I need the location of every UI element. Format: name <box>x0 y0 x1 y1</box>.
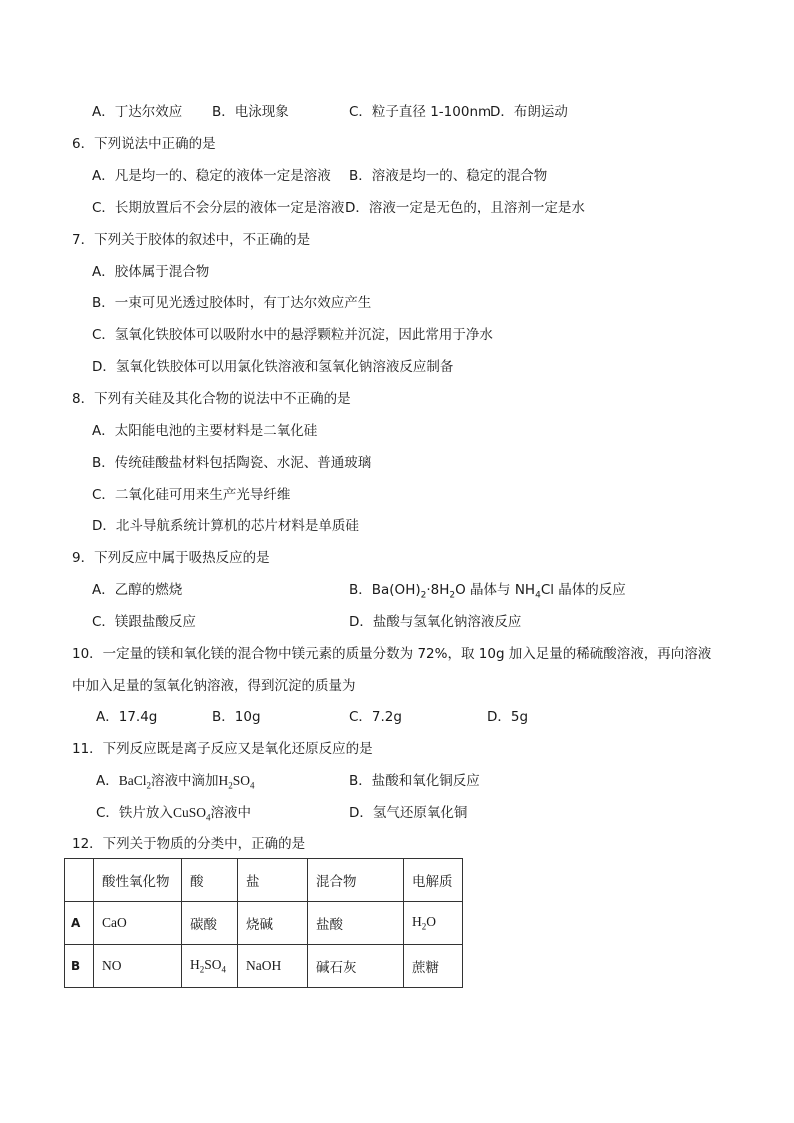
q6-option-c: C．长期放置后不会分层的液体一定是溶液 <box>92 200 345 216</box>
q9-stem: 9．下列反应中属于吸热反应的是 <box>72 550 270 566</box>
row-label-b: B <box>65 945 94 988</box>
q11-a-mid: 溶液中滴加 <box>151 773 219 789</box>
header-cell-salt: 盐 <box>238 859 308 902</box>
header-cell-acid: 酸 <box>182 859 238 902</box>
q9-option-c: C．镁跟盐酸反应 <box>92 614 196 630</box>
q10-stem-line1: 10．一定量的镁和氧化镁的混合物中镁元素的质量分数为 72%，取 10g 加入足量的稀硫酸溶液，再向溶液 <box>72 646 712 662</box>
q6-stem: 6．下列说法中正确的是 <box>72 136 216 152</box>
q9-b-suffix: Cl 晶体的反应 <box>540 582 626 598</box>
table-cell: 碱石灰 <box>308 945 404 988</box>
table-cell: 蔗糖 <box>404 945 463 988</box>
header-cell-electrolyte: 电解质 <box>404 859 463 902</box>
q10-stem-line2: 中加入足量的氢氧化钠溶液，得到沉淀的质量为 <box>72 678 356 694</box>
header-cell-acidic-oxide: 酸性氧化物 <box>94 859 182 902</box>
formula-sub: 2 <box>421 921 427 932</box>
q10-option-a: A．17.4g <box>96 709 158 725</box>
table-cell: 碳酸 <box>182 902 238 945</box>
q11-stem: 11．下列反应既是离子反应又是氧化还原反应的是 <box>72 741 373 757</box>
table-cell-formula <box>182 945 238 988</box>
q9-b-mid: ·8H <box>426 582 450 598</box>
q11-option-a <box>96 772 255 795</box>
table-cell: 盐酸 <box>308 902 404 945</box>
q11-a-formula1-sub: 2 <box>146 780 152 791</box>
q9-option-d: D．盐酸与氢氧化钠溶液反应 <box>349 614 522 630</box>
table-cell: NO <box>94 945 182 988</box>
q11-c-suffix: 溶液中 <box>210 805 251 821</box>
q11-c-prefix: C．铁片放入 <box>96 805 173 821</box>
q9-b-mid2: O 晶体与 NH <box>455 582 536 598</box>
q5-option-c: C．粒子直径 1-100nm <box>349 104 492 120</box>
formula-sub: 2 <box>199 964 205 975</box>
q11-c-formula-sub: 4 <box>205 812 211 823</box>
q7-option-b: B．一束可见光透过胶体时，有丁达尔效应产生 <box>92 295 372 311</box>
q6-option-a: A．凡是均一的、稳定的液体一定是溶液 <box>92 168 331 184</box>
q9-b-sub3: 4 <box>535 590 541 601</box>
q12-stem: 12．下列关于物质的分类中，正确的是 <box>72 836 306 852</box>
table-row <box>65 945 463 988</box>
q10-option-d: D．5g <box>487 709 529 725</box>
q10-option-b: B．10g <box>212 709 261 725</box>
q11-a-formula1: BaCl <box>118 773 147 788</box>
q11-a-prefix: A． <box>96 773 119 789</box>
q7-option-d: D．氢氧化铁胶体可以用氯化铁溶液和氢氧化钠溶液反应制备 <box>92 359 454 375</box>
q7-option-a: A．胶体属于混合物 <box>92 264 210 280</box>
row-label-a: A <box>65 902 94 945</box>
formula-end: O <box>426 914 436 930</box>
q9-option-a: A．乙醇的燃烧 <box>92 582 183 598</box>
table-row <box>65 902 463 945</box>
formula-sub: 4 <box>221 964 227 975</box>
table-cell: NaOH <box>238 945 308 988</box>
classification-table <box>64 858 463 988</box>
q7-stem: 7．下列关于胶体的叙述中，不正确的是 <box>72 232 311 248</box>
table-cell: 烧碱 <box>238 902 308 945</box>
q7-option-c: C．氢氧化铁胶体可以吸附水中的悬浮颗粒并沉淀，因此常用于净水 <box>92 327 493 343</box>
q10-option-c: C．7.2g <box>349 709 402 725</box>
q6-option-b: B．溶液是均一的、稳定的混合物 <box>349 168 548 184</box>
q11-option-c <box>96 804 251 827</box>
q11-option-b: B．盐酸和氧化铜反应 <box>349 773 480 789</box>
q9-option-b <box>349 581 626 605</box>
q8-stem: 8．下列有关硅及其化合物的说法中不正确的是 <box>72 391 351 407</box>
header-cell-mixture: 混合物 <box>308 859 404 902</box>
q6-option-d: D．溶液一定是无色的，且溶剂一定是水 <box>345 200 585 216</box>
q5-option-d: D．布朗运动 <box>490 104 568 120</box>
table-cell: CaO <box>94 902 182 945</box>
q8-option-c: C．二氧化硅可用来生产光导纤维 <box>92 487 291 503</box>
q11-a-formula2-sub1: 2 <box>228 780 233 791</box>
q9-b-sub1: 2 <box>420 590 427 601</box>
q5-option-b: B．电泳现象 <box>212 104 289 120</box>
q9-b-sub2: 2 <box>449 590 456 601</box>
q8-option-d: D．北斗导航系统计算机的芯片材料是单质硅 <box>92 518 359 534</box>
q11-option-d: D．氢气还原氧化铜 <box>349 805 468 821</box>
q11-c-formula: CuSO <box>172 805 206 820</box>
q8-option-a: A．太阳能电池的主要材料是二氧化硅 <box>92 423 318 439</box>
table-header-row <box>65 859 463 902</box>
header-cell-corner <box>65 859 94 902</box>
q8-option-b: B．传统硅酸盐材料包括陶瓷、水泥、普通玻璃 <box>92 455 372 471</box>
table-cell-formula <box>404 902 463 945</box>
q11-a-formula2: H <box>218 773 229 788</box>
q11-a-formula2-mid: SO <box>232 773 251 788</box>
formula-mid: SO <box>204 957 222 973</box>
formula-base: H <box>190 957 200 973</box>
formula-base: H <box>412 914 422 930</box>
q9-b-prefix: B．Ba(OH) <box>349 582 421 598</box>
q11-a-formula2-sub2: 4 <box>250 780 255 791</box>
q5-option-a: A．丁达尔效应 <box>92 104 183 120</box>
